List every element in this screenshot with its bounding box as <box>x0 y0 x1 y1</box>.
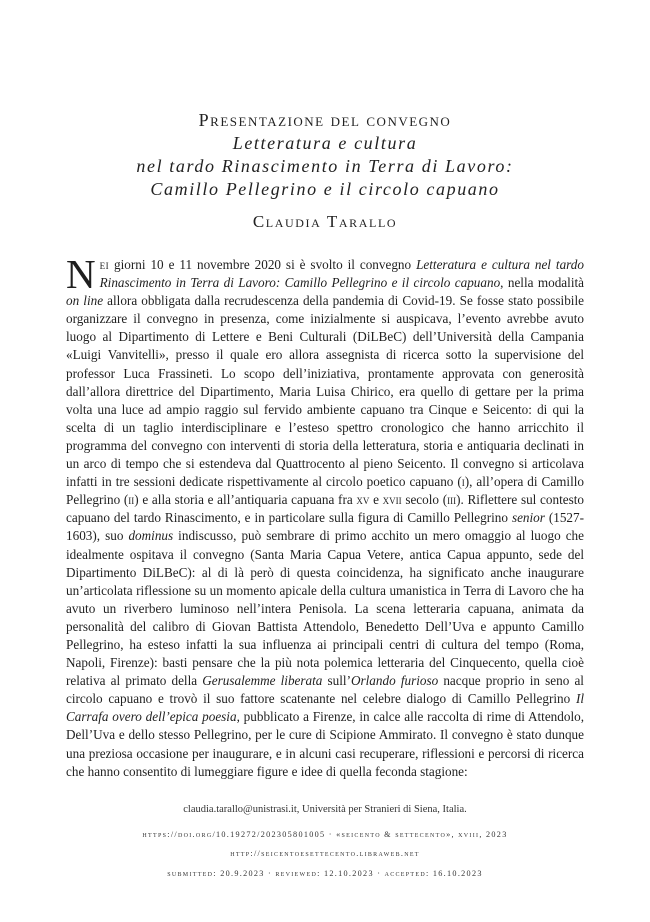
doi-line: https://doi.org/10.19272/202305801005 · «seicento & settecento», xviii, 2023 <box>142 830 508 839</box>
heading-line-2: Letteratura e cultura <box>232 133 418 153</box>
body-text: giorni 10 e 11 novembre 2020 si è svolto il convegno <box>109 257 417 272</box>
body-text: indiscusso, può sembrare di primo acchito un mero omaggio al luogo che idealmente ospitava il convegno (Santa Maria Capua Vetere, antica Capua appunto, sede del Dipartimento DiLBeC): al di là però di questa coincidenza, ha significato anche inaugurare un’articolata riflessione su un momento apicale della cultura umanistica in Terra di Lavoro che ha avuto un riverbero luminoso nell’intera Penisola. La scena letteraria capuana, animata da personalità del calibro di Giovan Battista Attendolo, Benedetto Dell’Uva e appunto Camillo Pellegrino, ha esteso infatti la sua influenza ai principali centri di cultura del tempo (Roma, Napoli, Firenze): basti pensare che la più nota polemica letteraria del Cinquecento, quella cioè relativa al primato della <box>66 528 584 689</box>
session-number: i <box>461 474 465 490</box>
body-text: secolo ( <box>401 492 448 508</box>
author-affiliation-footnote: claudia.tarallo@unistrasi.it, Università per Stranieri di Siena, Italia. <box>183 804 467 815</box>
body-text: ) e alla storia e all’antiquaria capuana fra <box>134 492 357 508</box>
work-title: Orlando furioso <box>350 673 439 689</box>
heading-line-4: Camillo Pellegrino e il circolo capuano <box>150 179 500 199</box>
body-text: nacque proprio in seno al circolo capuano e trovò il suo fattore scatenante nel celebre dialogo di Camillo Pellegrino <box>66 673 584 707</box>
emphasis-text: senior <box>511 510 545 526</box>
emphasis-text: dominus <box>128 528 174 544</box>
body-text: ). Riflettere sul contesto capuano del tardo Rinascimento, e in particolare sulla figura di Camillo Pellegrino <box>66 492 584 526</box>
body-text: (1527-1603), suo <box>66 510 584 544</box>
emphasis-text: on line <box>66 293 104 309</box>
body-paragraph <box>66 251 585 781</box>
body-text: , pubblicato a Firenze, in calce alle raccolta di rime di Attendolo, Dell’Uva e dello stesso Pellegrino, per le cure di Scipione Ammirato. Il convegno è stato dunque una preziosa occasione per inaugurare, e in alcuni casi recuperare, riflessioni e percorsi di ricerca che hanno consentito di lumeggiare figure e idee di quella feconda stagione: <box>66 709 585 779</box>
century-numeral: xv <box>356 492 370 508</box>
work-title: Gerusalemme liberata <box>202 673 323 689</box>
heading-line-1: Presentazione del convegno <box>198 110 452 130</box>
journal-url: http://seicentoesettecento.libraweb.net <box>230 849 420 858</box>
opening-word: ei <box>99 257 110 272</box>
body-text: ), all’opera di Camillo Pellegrino ( <box>66 474 585 508</box>
article-heading <box>40 109 610 201</box>
body-text: , nella modalità <box>500 275 584 291</box>
session-number: ii <box>128 492 135 508</box>
body-text: sull’ <box>322 673 351 689</box>
drop-cap: N <box>66 251 96 297</box>
century-numeral: xvii <box>382 492 402 508</box>
session-number: iii <box>447 492 457 508</box>
body-text: e <box>369 492 383 508</box>
author-name: Claudia Tarallo <box>252 212 398 231</box>
submission-dates: submitted: 20.9.2023 · reviewed: 12.10.2023 · accepted: 16.10.2023 <box>167 869 483 878</box>
conference-title: Letteratura e cultura nel tardo Rinascimento in Terra di Lavoro: Camillo Pellegrino e il circolo capuano <box>99 257 584 291</box>
heading-line-3: nel tardo Rinascimento in Terra di Lavoro: <box>136 156 514 176</box>
body-text: allora obbligata dalla recrudescenza della pandemia di Covid-19. Se fosse stato possibile organizzare il convegno in presenza, come inizialmente si auspicava, l’evento avrebbe avuto luogo al Dipartimento di Lettere e Beni Culturali (DiLBeC) dell’Università della Campania «Luigi Vanvitelli», presso il quale ero allora assegnista di ricerca sotto la supervisione del professor Luca Frassineti. Lo scopo dell’iniziativa, prontamente approvata con generosità dall’allora direttrice del Dipartimento, Maria Luisa Chirico, era quello di gettare per la prima volta una luce ad ampio raggio sul fervido ambiente capuano tra Cinque e Seicento: di qui la scelta di un taglio interdisciplinare e l’esteso spettro cronologico che hanno arricchito il programma del convegno con interventi di storia della letteratura, storia e antiquaria declinati in un arco di tempo che si estendeva dal Quattrocento al pieno Seicento. Il convegno si articolava infatti in tre sessioni dedicate rispettivamente al circolo poetico capuano ( <box>66 293 584 490</box>
work-title: Il Carrafa overo dell’epica poesia <box>66 691 584 725</box>
